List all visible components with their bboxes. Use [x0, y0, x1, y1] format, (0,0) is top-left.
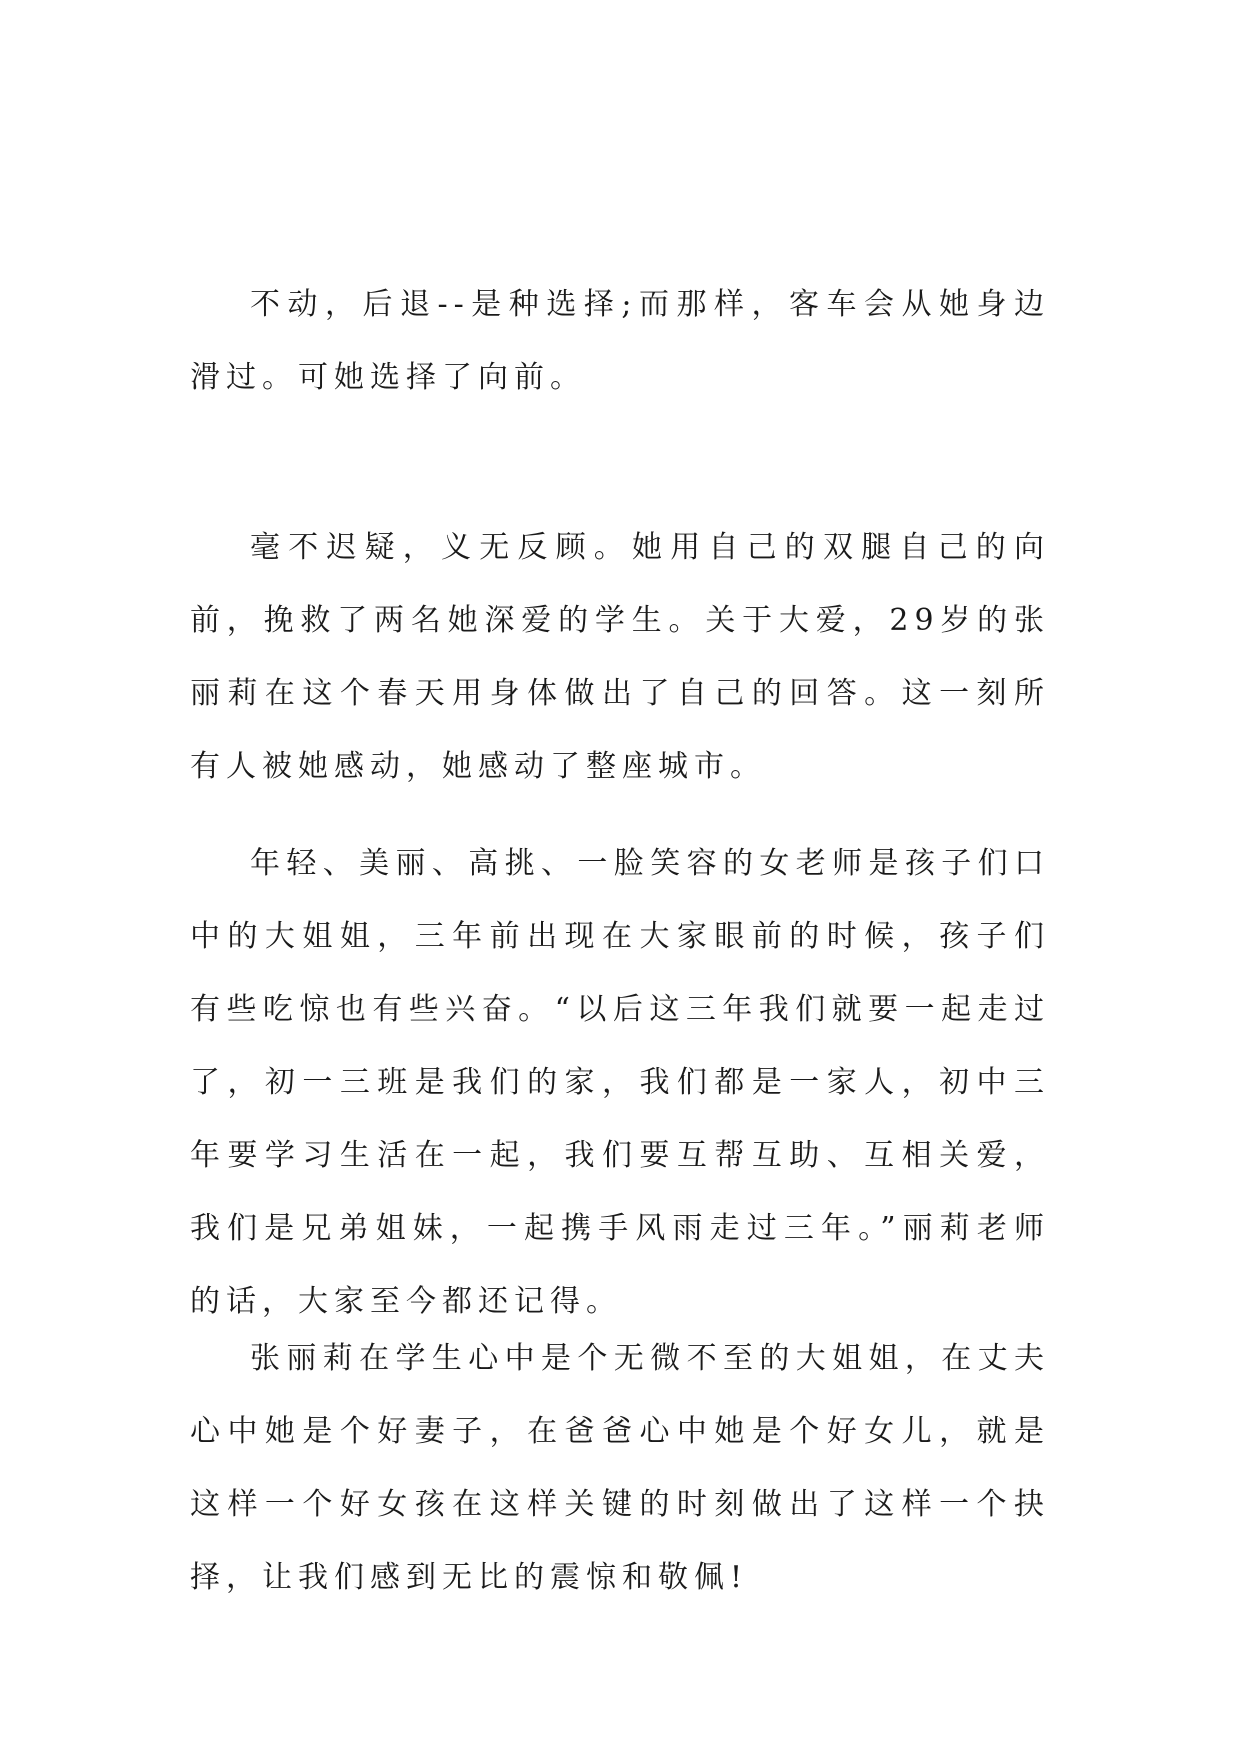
- paragraph-1: 不动，后退--是种选择;而那样，客车会从她身边滑过。可她选择了向前。: [190, 287, 1050, 395]
- paragraph-3: 年轻、美丽、高挑、一脸笑容的女老师是孩子们口中的大姐姐，三年前出现在大家眼前的时候，孩子们有些吃惊也有些兴奋。“以后这三年我们就要一起走过了，初一三班是我们的家，我们都是一家人，初中三年要学习生活在一起，我们要互帮互助、互相关爱，我们是兄弟姐妹，一起携手风雨走过三年。”丽莉老师的话，大家至今都还记得。: [190, 846, 1050, 1319]
- paragraph-4: 张丽莉在学生心中是个无微不至的大姐姐，在丈夫心中她是个好妻子，在爸爸心中她是个好女儿，就是这样一个好女孩在这样关键的时刻做出了这样一个抉择，让我们感到无比的震惊和敬佩!: [190, 1341, 1050, 1595]
- paragraph-2: 毫不迟疑，义无反顾。她用自己的双腿自己的向前，挽救了两名她深爱的学生。关于大爱，29岁的张丽莉在这个春天用身体做出了自己的回答。这一刻所有人被她感动，她感动了整座城市。: [190, 530, 1050, 784]
